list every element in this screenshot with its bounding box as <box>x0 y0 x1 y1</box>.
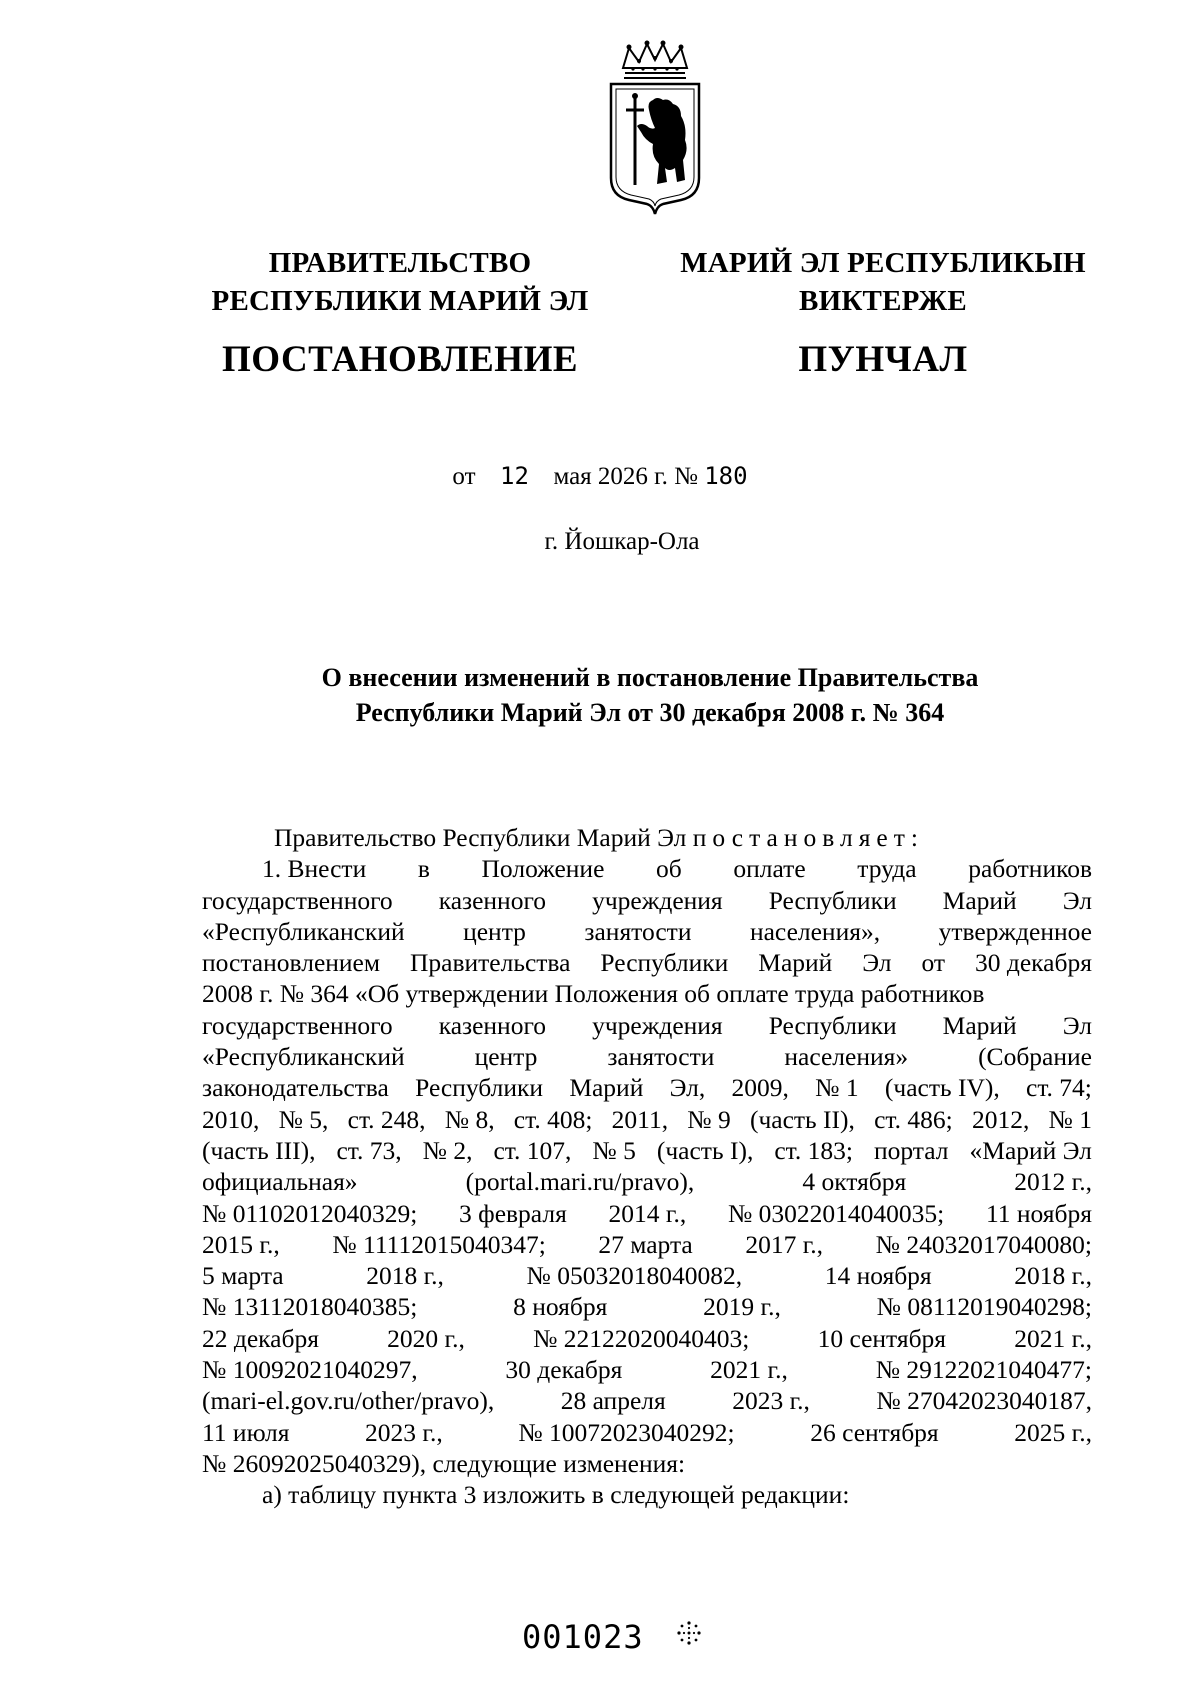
document-date-line <box>0 462 1200 491</box>
government-name-mari-line2: ВИКТЕРЖЕ <box>799 285 967 317</box>
body-word: 2018 г., <box>366 1261 444 1291</box>
body-word: Эл <box>1062 885 1092 915</box>
body-word: населения» <box>784 1042 909 1072</box>
body-word: 2011, <box>611 1104 669 1134</box>
body-word: 2010, <box>202 1104 260 1134</box>
body-word: учреждения <box>592 885 723 915</box>
body-line <box>202 916 1092 947</box>
intro-decree-word: постановляет: <box>692 823 924 852</box>
body-word: 2025 г., <box>1014 1417 1092 1447</box>
body-word: «Республиканский <box>202 1042 405 1072</box>
body-word: Республики <box>768 1010 897 1040</box>
body-word: Республики <box>415 1073 544 1103</box>
body-word: № 03022014040035; <box>727 1198 945 1228</box>
body-word: Республики <box>768 885 897 915</box>
city-name: г. Йошкар-Ола <box>544 528 700 555</box>
body-word: занятости <box>607 1042 715 1072</box>
body-word: Марий <box>942 885 1017 915</box>
body-word: в <box>417 854 430 884</box>
body-word: Эл <box>862 948 892 978</box>
body-word: Положение <box>481 854 605 884</box>
body-word: ст. 74; <box>1026 1073 1092 1103</box>
body-line <box>202 947 1092 978</box>
date-day: 12 <box>500 462 529 490</box>
body-word: 5 марта <box>202 1261 284 1291</box>
body-word: 11 июля <box>202 1417 290 1447</box>
body-word: № 10092021040297, <box>202 1355 418 1385</box>
body-word: № 01102012040329; <box>202 1198 418 1228</box>
body-word: 2023 г., <box>732 1386 810 1416</box>
body-word: официальная» <box>202 1167 358 1197</box>
body-word: 26 сентября <box>810 1417 939 1447</box>
body-word: № 8, <box>444 1104 495 1134</box>
subject-line1: О внесении изменений в постановление Правительства <box>321 663 979 692</box>
body-word: занятости <box>584 916 692 946</box>
body-word: (Собрание <box>978 1042 1092 1072</box>
subject-line2: Республики Марий Эл от 30 декабря 2008 г. № 364 <box>355 698 945 727</box>
body-word: 2009, <box>731 1073 789 1103</box>
body-line <box>202 1323 1092 1354</box>
body-word: 2019 г., <box>703 1292 781 1322</box>
body-word: утвержденное <box>938 916 1092 946</box>
coat-of-arms-icon <box>595 40 715 220</box>
body-word: 2008 г. № 364 «Об утверждении Положения об оплате труда работников <box>202 979 985 1009</box>
body-word: 11 ноября <box>985 1198 1092 1228</box>
body-word: государственного <box>202 885 393 915</box>
body-word: 2017 г., <box>745 1229 824 1259</box>
body-word: населения», <box>749 916 881 946</box>
body-line <box>202 853 1092 884</box>
body-line <box>202 1072 1092 1103</box>
body-word: ст. 486; <box>874 1104 953 1134</box>
body-word: № 27042023040187, <box>876 1386 1092 1416</box>
body-word: Марий <box>569 1073 644 1103</box>
body-word: № 24032017040080; <box>875 1229 1092 1259</box>
body-word: Эл, <box>669 1073 706 1103</box>
body-line <box>202 1135 1092 1166</box>
body-word: 2014 г., <box>608 1198 687 1228</box>
intro-text: Правительство Республики Марий Эл <box>274 823 687 852</box>
body-word: 22 декабря <box>202 1323 319 1353</box>
body-word: центр <box>463 916 526 946</box>
body-word: 27 марта <box>598 1229 693 1259</box>
document-number: 180 <box>704 462 748 490</box>
body-word: (часть IV), <box>884 1073 1000 1103</box>
body-line <box>202 1166 1092 1197</box>
body-word: государственного <box>202 1010 393 1040</box>
body-word: № 13112018040385; <box>202 1292 418 1322</box>
government-name-mari-line1: МАРИЙ ЭЛ РЕСПУБЛИКЫН <box>680 247 1086 279</box>
body-word: 3 февраля <box>459 1198 567 1228</box>
body-word: (часть I), <box>656 1135 754 1165</box>
body-word: портал <box>873 1135 949 1165</box>
body-word: Марий <box>942 1010 1017 1040</box>
body-line <box>202 1385 1092 1416</box>
body-word: № 5 <box>592 1135 636 1165</box>
body-word: ст. 107, <box>493 1135 572 1165</box>
body-word: (часть II), <box>749 1104 855 1134</box>
body-word: № 05032018040082, <box>526 1261 743 1291</box>
body-word: Республики <box>600 948 729 978</box>
body-line <box>202 885 1092 916</box>
body-word: № 9 <box>687 1104 731 1134</box>
body-word: 2012 г., <box>1014 1167 1092 1197</box>
asterisk-ornament-icon <box>676 1620 702 1646</box>
body-word: № 29122021040477; <box>875 1355 1092 1385</box>
body-word: ст. 248, <box>347 1104 426 1134</box>
date-prefix: от <box>452 463 476 490</box>
body-word: № 11112015040347; <box>332 1229 546 1259</box>
body-word: учреждения <box>592 1010 723 1040</box>
header-mari <box>658 244 1108 382</box>
body-line: а) таблицу пункта 3 изложить в следующей редакции: <box>262 1480 850 1510</box>
body-line <box>202 1104 1092 1135</box>
header-russian <box>200 244 600 382</box>
body-word: 30 декабря <box>975 948 1092 978</box>
body-word: ст. 73, <box>336 1135 402 1165</box>
body-word: Эл <box>1062 1010 1092 1040</box>
document-subject <box>200 660 1100 730</box>
government-name-line2: РЕСПУБЛИКИ МАРИЙ ЭЛ <box>211 285 589 317</box>
body-word: 2021 г., <box>710 1355 788 1385</box>
body-word: 28 апреля <box>560 1386 666 1416</box>
body-word: № 10072023040292; <box>518 1417 735 1447</box>
document-body <box>202 822 1092 1511</box>
document-type-title-mari: ПУНЧАЛ <box>798 339 968 380</box>
body-word: 4 октября <box>802 1167 907 1197</box>
document-type-title: ПОСТАНОВЛЕНИЕ <box>221 339 579 380</box>
body-word: Марий <box>758 948 833 978</box>
body-line <box>202 1198 1092 1229</box>
body-line <box>202 1291 1092 1322</box>
body-line <box>202 1010 1092 1041</box>
body-word: 2015 г., <box>202 1229 280 1259</box>
body-word: 1. Внести <box>262 854 367 884</box>
body-word: 8 ноября <box>513 1292 608 1322</box>
body-word: № 08112019040298; <box>876 1292 1092 1322</box>
body-word: труда <box>857 854 917 884</box>
body-word: № 2, <box>422 1135 473 1165</box>
body-word: (portal.mari.ru/pravo), <box>465 1167 695 1197</box>
body-word: постановлением <box>202 948 381 978</box>
body-word: 2012, <box>971 1104 1030 1134</box>
body-intro <box>202 822 1092 853</box>
body-word: № 1 <box>815 1073 859 1103</box>
body-word: № 22122020040403; <box>533 1323 750 1353</box>
body-word: казенного <box>438 885 547 915</box>
body-word: 2023 г., <box>365 1417 443 1447</box>
body-word: ст. 183; <box>774 1135 853 1165</box>
body-word: 10 сентября <box>817 1323 947 1353</box>
government-name-line1: ПРАВИТЕЛЬСТВО <box>268 247 532 279</box>
form-serial-number: 001023 <box>522 1618 644 1656</box>
body-word: об <box>656 854 682 884</box>
body-word: ст. 408; <box>513 1104 593 1134</box>
body-word: Правительства <box>409 948 571 978</box>
body-word: 2020 г., <box>387 1323 465 1353</box>
body-line <box>202 1229 1092 1260</box>
body-word: (часть III), <box>202 1135 316 1165</box>
body-word: законодательства <box>202 1073 389 1103</box>
body-word: 2021 г., <box>1014 1323 1092 1353</box>
body-line <box>202 1417 1092 1448</box>
body-word: работников <box>968 854 1092 884</box>
body-word: 30 декабря <box>505 1355 623 1385</box>
body-word: № 5, <box>278 1104 329 1134</box>
body-word: центр <box>474 1042 538 1072</box>
date-month-year: мая 2026 г. № <box>553 463 698 490</box>
body-word: № 1 <box>1048 1104 1092 1134</box>
body-word: «Марий Эл <box>969 1135 1092 1165</box>
body-line <box>202 1041 1092 1072</box>
body-word: оплате <box>733 854 806 884</box>
body-word: от <box>921 948 946 978</box>
body-word: 14 ноября <box>824 1261 932 1291</box>
body-word: «Республиканский <box>202 916 405 946</box>
body-word: 2018 г., <box>1014 1261 1092 1291</box>
body-line <box>202 1260 1092 1291</box>
body-word: казенного <box>438 1010 547 1040</box>
body-line <box>202 978 1092 1009</box>
body-line: № 26092025040329), следующие изменения: <box>202 1448 686 1478</box>
body-line <box>202 1354 1092 1385</box>
body-word: (mari-el.gov.ru/other/pravo), <box>202 1386 495 1416</box>
